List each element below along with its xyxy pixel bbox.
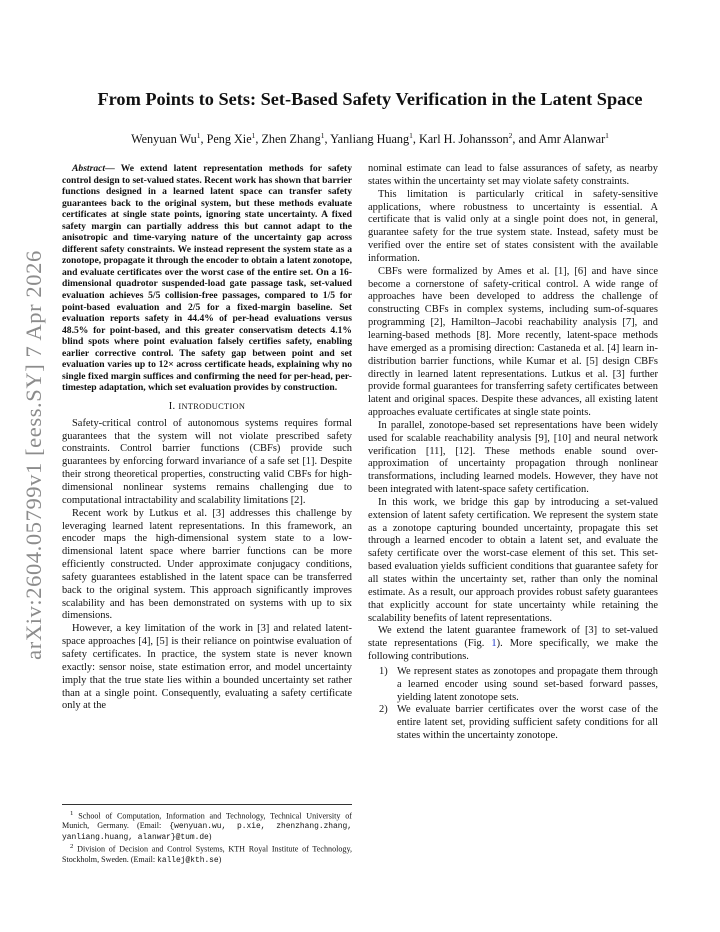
body-paragraph: CBFs were formalized by Ames et al. [1], [6] and have since become a cornerstone of safety-critical control. A wide range of approaches have been developed to address the challenge of constructing CBFs in complex systems, including sum-of-squares programming [2], Hamilton–Jacobi reachability analysis [7], and learning-based methods [8]. More recently, latent-space methods have emerged as a promising direction: Castaneda et al. [4] learn in-distribution barrier functions, while Kumar et al. [5] design CBFs directly in learned latent representations. Lutkus et al. [3] further provide formal guarantees for transferring safety certificates between latent and original spaces. Despite these advances, all existing latent approaches evaluate certificates at single state points. bbox=[368, 265, 658, 419]
author-6: and Amr Alanwar$^1$ bbox=[518, 131, 609, 147]
paper-title: From Points to Sets: Set-Based Safety Verification in the Latent Space bbox=[97, 89, 643, 109]
arxiv-identifier: arXiv:2604.05799v1 [eess.SY] 7 Apr 2026 bbox=[21, 250, 46, 660]
abstract-label: Abstract bbox=[72, 163, 106, 174]
footnote-affiliation-1: $^1$ School of Computation, Information and Technology, Technical University of Munich, Germany. (Email: {wenyuan.wu, p.xie, zhenzhang.zhang, yanliang.huang, alanwar}@tum.de) bbox=[62, 810, 352, 842]
body-paragraph: In parallel, zonotope-based set representations have been widely used for scalable reachability analysis [9], [10] and neural network verification [11], [12]. These methods enable sound over-approximation of uncertainty propagation through nonlinear transformations, including learned models. However, they have not been integrated with latent-space safety certification. bbox=[368, 419, 658, 496]
author-2: Peng Xie$^1$ bbox=[206, 131, 256, 147]
list-item: 2) We evaluate barrier certificates over the worst case of the entire latent set, providing sufficient safety conditions for all states within the uncertainty zonotope. bbox=[379, 704, 658, 742]
list-item: 1) We represent states as zonotopes and propagate them through a learned encoder using sound set-based forward passes, yielding latent zonotope sets. bbox=[379, 665, 658, 703]
body-paragraph: Recent work by Lutkus et al. [3] addresses this challenge by leveraging learned latent representations. In this framework, an encoder maps the high-dimensional system state to a low-dimensional latent space where barrier functions can be more efficiently constructed. Under approximate conjugacy conditions, safety guarantees established in the latent space can be transferred back to the original system. This approach significantly improves scalability and has been demonstrated on systems with up to six dimensions. bbox=[62, 507, 352, 622]
body-paragraph-continued: nominal estimate can lead to false assurances of safety, as nearby states within the uncertainty set may violate safety constraints. bbox=[368, 163, 658, 187]
arxiv-sidebar-stamp bbox=[14, 235, 54, 675]
email-address[interactable]: kallej@kth.se bbox=[157, 855, 219, 865]
author-list: Wenyuan Wu$^1$, Peng Xie$^1$, Zhen Zhang$^1$, Yanliang Huang$^1$, Karl H. Johansson$^2$, and Amr Alanwar$^1$ bbox=[131, 131, 609, 147]
body-paragraph: Safety-critical control of autonomous systems requires formal guarantees that the system will not violate prescribed safety constraints. Control barrier functions (CBFs) provide such guarantees by enforcing forward invariance of a safe set [1]. Despite their strong theoretical properties, constructing valid CBFs for high-dimensional nonlinear systems remains challenging due to computational intractability and scalability limitations [2]. bbox=[62, 417, 352, 506]
author-3: Zhen Zhang$^1$ bbox=[261, 131, 325, 147]
footnote-affiliation-2: $^2$ Division of Decision and Control Systems, KTH Royal Institute of Technology, Stockholm, Sweden. (Email: kallej@kth.se) bbox=[62, 843, 353, 865]
author-1: Wenyuan Wu$^1$ bbox=[131, 131, 201, 147]
body-paragraph: This limitation is particularly critical in safety-sensitive applications, where robustness to uncertainty is essential. A certificate that is valid only at a single point does not, in general, guarantee safety for the true system state. Instead, safety must be verified over the entire set of states consistent with the available information. bbox=[368, 188, 658, 264]
author-4: Yanliang Huang$^1$ bbox=[330, 131, 413, 147]
author-5: Karl H. Johansson$^2$ bbox=[418, 131, 513, 147]
abstract-text: We extend latent representation methods for safety control design to set-valued states. Recent work has shown that barrier functions designed in a learned latent space can transfer safety guarantees back to the original system, but these methods evaluate certificates at single state points, ignoring state uncertainty. A fixed safety margin can partially address this but cannot adapt to the anisotropic and time-varying nature of the uncertainty gap across different safety constraints. We instead represent the system state as a zonotope, propagate it through the encoder to obtain a latent zonotope, and evaluate certificates over the worst case of the entire set. On a 16-dimensional quadrotor suspended-load gate passage task, set-valued evaluation achieves 5/5 collision-free passages, compared to 1/5 for point-based evaluation and 2/5 for a fixed-margin baseline. Set evaluation reports safety in 44.4% of per-head evaluations versus 48.5% for point-based, and this greater conservatism detects 4.1% blind spots where point evaluation falsely certifies safety, enabling earlier corrective control. The safety gap between point and set evaluation varies up to 12× across certificate heads, explaining why no single fixed margin suffices and confirming the need for per-head, per-timestep adaptation, which set evaluation provides by construction. bbox=[62, 163, 353, 394]
right-column bbox=[368, 163, 658, 743]
body-paragraph: However, a key limitation of the work in [3] and related latent-space approaches [4], [5] is their reliance on pointwise evaluation of safety certificates. In practice, the system state is never known exactly: sensor noise, state estimation error, and model uncertainty imply that the true state lies within a bounded uncertainty set rather than at a single point. Consequently, evaluating a safety certificate only at the bbox=[62, 623, 352, 712]
body-paragraph: In this work, we bridge this gap by introducing a set-valued extension of latent safety certification. We represent the system state as a zonotope capturing bounded uncertainty, propagate this set through a learned encoder to obtain a latent set, and evaluate the safety certificate over the worst-case element of this set. This set-based evaluation yields sufficient conditions that guarantee safety for all states within the uncertainty set, rather than only the nominal estimate. As a result, our approach provides robust safety guarantees that explicitly account for state uncertainty while retaining the scalability benefits of latent representations. bbox=[368, 496, 658, 624]
email-list[interactable]: {wenyuan.wu, p.xie, zhenzhang.zhang, yanliang.huang, alanwar}@tum.de bbox=[62, 822, 352, 842]
contributions-list bbox=[368, 666, 658, 743]
section-heading-introduction: I. INTRODUCTION bbox=[168, 400, 246, 412]
footnotes bbox=[62, 804, 352, 865]
abstract: Abstract— We extend latent representation methods for safety control design to set-valued states. Recent work has shown that barrier functions designed in a learned latent space can transfer safety guarantees back to the original system, but these methods evaluate certificates at single state points, ignoring state uncertainty. A fixed safety margin can partially address this but cannot adapt to the anisotropic and time-varying nature of the uncertainty gap across different safety constraints. We instead represent the system state as a zonotope, propagate it through the encoder to obtain a latent zonotope, and evaluate certificates over the worst case of the entire set. On a 16-dimensional quadrotor suspended-load gate passage task, set-valued evaluation achieves 5/5 collision-free passages, compared to 1/5 for point-based evaluation and 2/5 for a fixed-margin baseline. Set evaluation reports safety in 44.4% of per-head evaluations versus 48.5% for point-based, and this greater conservatism detects 4.1% blind spots where point evaluation falsely certifies safety, enabling earlier corrective control. The safety gap between point and set evaluation varies up to 12× across certificate heads, explaining why no single fixed margin suffices and confirming the need for per-head, per-timestep adaptation, which set evaluation provides by construction. bbox=[62, 163, 353, 394]
left-column bbox=[62, 163, 352, 713]
contributions-intro: We extend the latent guarantee framework of [3] to set-valued state representations (Fig. 1). More specifically, we make the following contributions. bbox=[368, 625, 658, 663]
figure-link[interactable]: 1 bbox=[491, 638, 497, 650]
